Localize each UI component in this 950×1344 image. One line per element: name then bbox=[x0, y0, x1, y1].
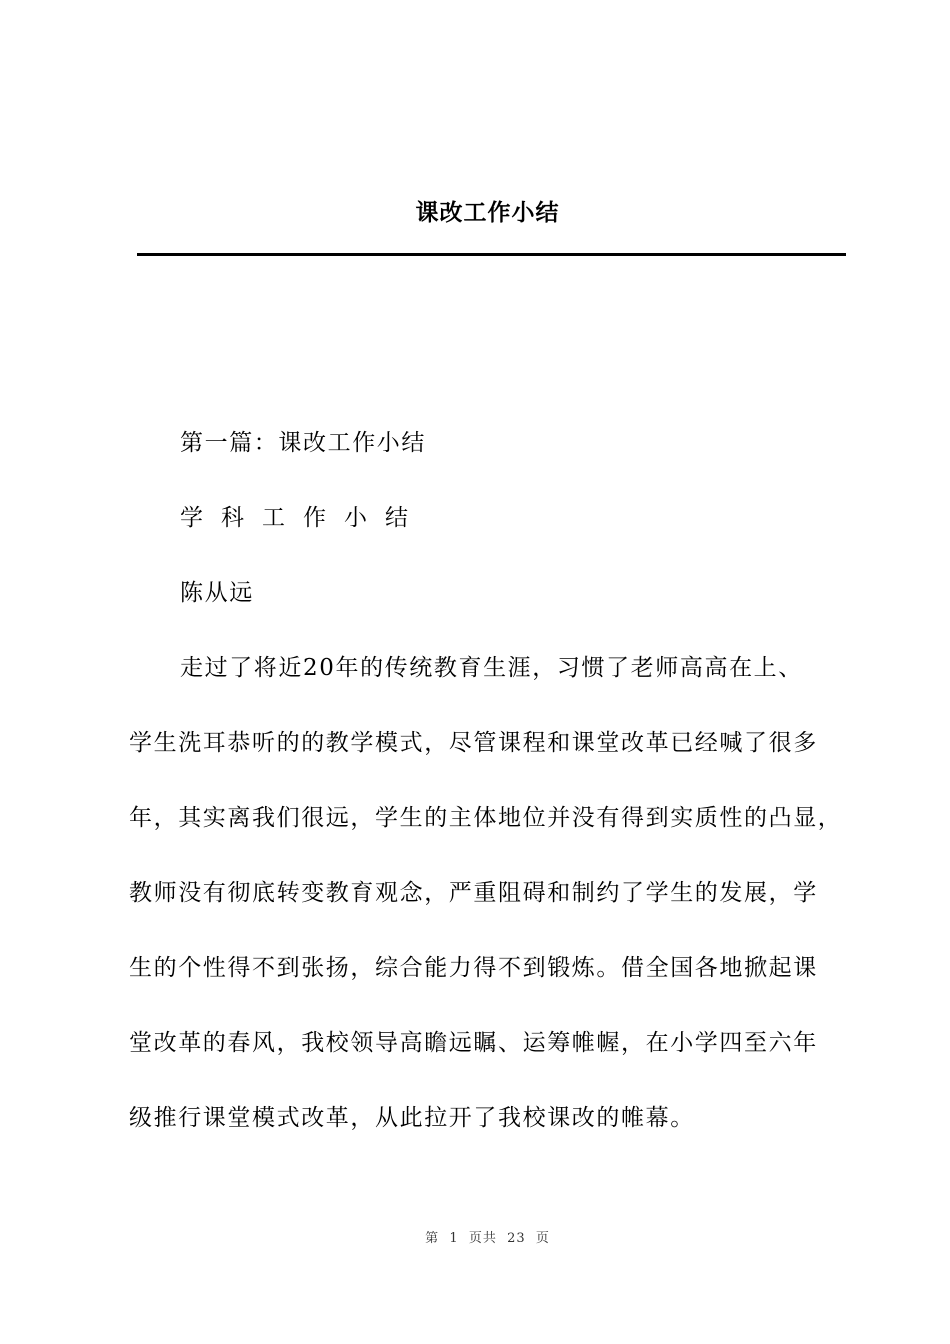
paragraph-line: 学生洗耳恭听的的教学模式，尽管课程和课堂改革已经喊了很多 bbox=[129, 730, 818, 756]
paragraph-line: 级推行课堂模式改革，从此拉开了我校课改的帷幕。 bbox=[129, 1105, 695, 1131]
paragraph-line: 年，其实离我们很远，学生的主体地位并没有得到实质性的凸显， bbox=[129, 805, 843, 831]
author-name: 陈从远 bbox=[180, 580, 254, 606]
section-heading: 第一篇：课改工作小结 bbox=[180, 430, 426, 456]
title-divider bbox=[137, 253, 846, 256]
document-title: 课改工作小结 bbox=[415, 200, 560, 226]
page-number-footer: 第 1 页共 23 页 bbox=[425, 1231, 550, 1246]
section-subheading: 学科工作小结 bbox=[180, 505, 426, 531]
paragraph-line: 堂改革的春风，我校领导高瞻远瞩、运筹帷幄，在小学四至六年 bbox=[129, 1030, 818, 1056]
paragraph-line: 走过了将近20年的传统教育生涯，习惯了老师高高在上、 bbox=[180, 655, 803, 681]
paragraph-line: 教师没有彻底转变教育观念，严重阻碍和制约了学生的发展，学 bbox=[129, 880, 818, 906]
paragraph-line: 生的个性得不到张扬，综合能力得不到锻炼。借全国各地掀起课 bbox=[129, 955, 818, 981]
